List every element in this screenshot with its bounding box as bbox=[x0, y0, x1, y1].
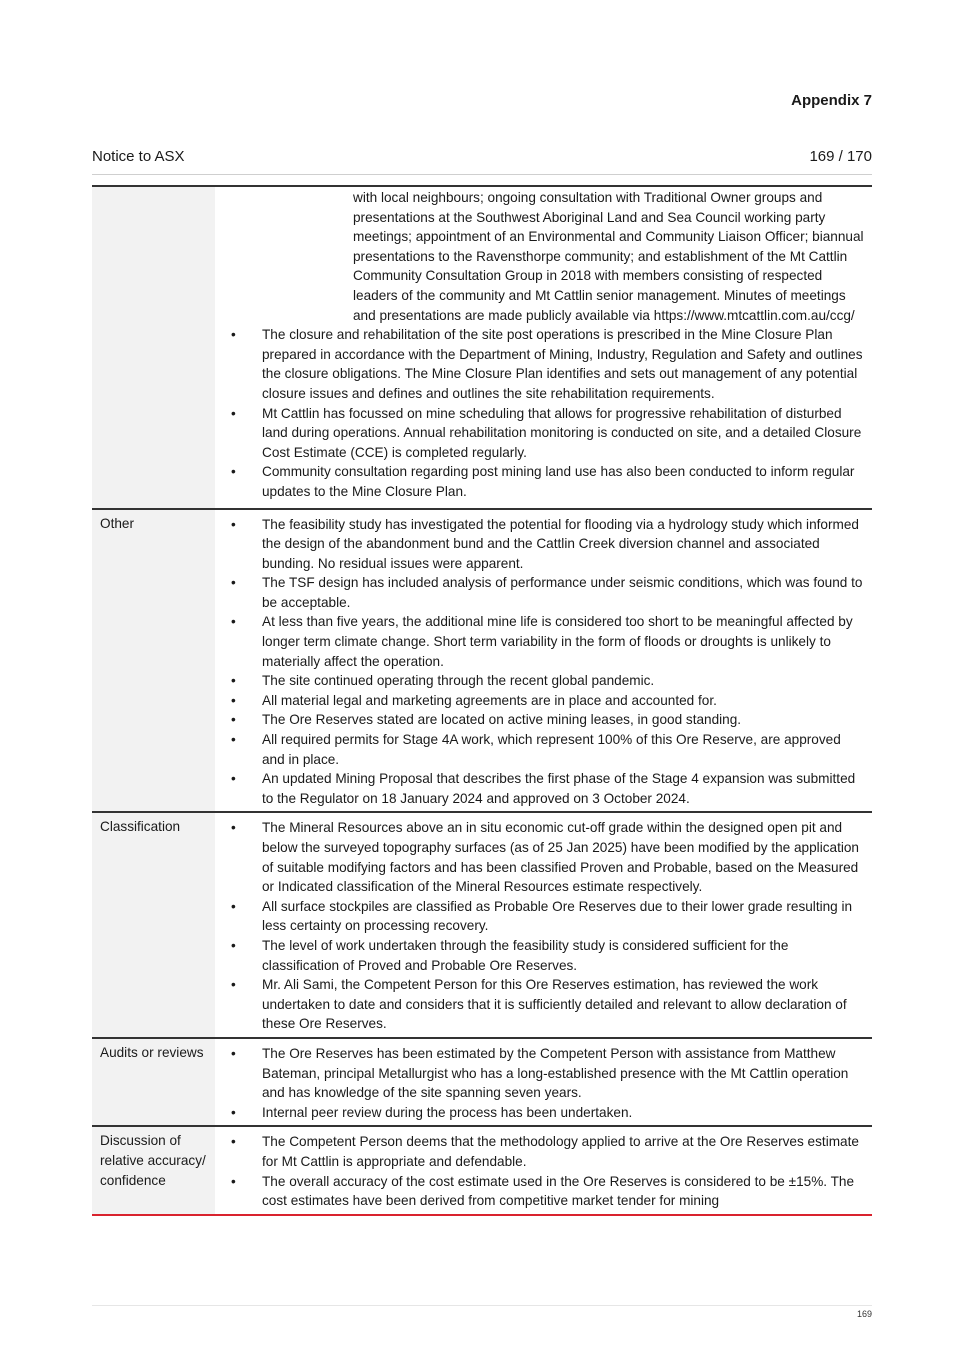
list-item: • The site continued operating through the recent global pandemic. bbox=[215, 671, 864, 691]
list-item: • All material legal and marketing agreements are in place and accounted for. bbox=[215, 691, 864, 711]
list-item: • All required permits for Stage 4A work, which represent 100% of this Ore Reserve, are approved and in place. bbox=[215, 730, 864, 769]
table-row-other bbox=[92, 510, 872, 814]
list-item: • The Ore Reserves has been estimated by the Competent Person with assistance from Matthew Bateman, principal Metallurgist who has a long-established presence with the Mt Cattlin operation and has knowledge of the site spanning seven years. bbox=[215, 1044, 864, 1103]
row-label-classification: Classification bbox=[92, 813, 215, 1037]
list-item: • Mr. Ali Sami, the Competent Person for this Ore Reserves estimation, has reviewed the work undertaken to date and considers that it is sufficiently detailed and relevant to allow declaration of these Ore Reserves. bbox=[215, 975, 864, 1034]
list-item: • The closure and rehabilitation of the site post operations is prescribed in the Mine Closure Plan prepared in accordance with the Department of Mining, Industry, Regulation and Safety and outlines the closure obligations. The Mine Closure Plan identifies and sets out management of any potential closure issues and defines and outlines the site rehabilitation requirements. bbox=[215, 325, 864, 403]
list-item: • The Competent Person deems that the methodology applied to arrive at the Ore Reserves estimate for Mt Cattlin is appropriate and defendable. bbox=[215, 1132, 864, 1171]
bullet-list bbox=[215, 515, 864, 809]
table-row-audits bbox=[92, 1039, 872, 1127]
bullet-list bbox=[215, 1044, 864, 1122]
row-content bbox=[215, 813, 872, 1037]
list-item: • At less than five years, the additional mine life is considered too short to be meaningful affected by longer term climate change. Short term variability in the form of floods or droughts is unlikely to materially affect the operation. bbox=[215, 612, 864, 671]
list-item: • The overall accuracy of the cost estimate used in the Ore Reserves is considered to be ±15%. The cost estimates have been derived from competitive market tender for mining bbox=[215, 1172, 864, 1211]
row-label-discussion: Discussion of relative accuracy/ confidence bbox=[92, 1127, 215, 1213]
table-row-classification bbox=[92, 813, 872, 1039]
list-item: • The Mineral Resources above an in situ economic cut-off grade within the designed open pit and below the surveyed topography surfaces (as of 25 Jan 2025) have been modified by the application of suitable modifying factors and has been classified Proven and Probable, based on the Measured or Indicated classification of the Mineral Resources estimate respectively. bbox=[215, 818, 864, 896]
table-row-discussion bbox=[92, 1127, 872, 1215]
row-content bbox=[215, 1039, 872, 1125]
row-content bbox=[215, 1127, 872, 1213]
table-row-continued bbox=[92, 187, 872, 510]
bullet-list bbox=[215, 1132, 864, 1210]
list-item: • All surface stockpiles are classified as Probable Ore Reserves due to their lower grade resulting in less certainty on processing recovery. bbox=[215, 897, 864, 936]
list-item: • An updated Mining Proposal that describes the first phase of the Stage 4 expansion was submitted to the Regulator on 18 January 2024 and approved on 3 October 2024. bbox=[215, 769, 864, 808]
continued-paragraph: with local neighbours; ongoing consultation with Traditional Owner groups and presentations at the Southwest Aboriginal Land and Sea Council working party meetings; appointment of an Environmental and Community Liaison Officer; biannual presentations to the Ravensthorpe community; and establishment of the Mt Cattlin Community Consultation Group in 2018 with members consisting of respected leaders of the community and Mt Cattlin senior management. Minutes of meetings and presentations are made publicly available via https://www.mtcattlin.com.au/ccg/ bbox=[353, 190, 864, 323]
list-item: • The feasibility study has investigated the potential for flooding via a hydrology study which informed the design of the abandonment bund and the Cattlin Creek diversion channel and associated bunding. No residual issues were apparent. bbox=[215, 515, 864, 574]
row-content bbox=[215, 510, 872, 812]
list-item: • Mt Cattlin has focussed on mine scheduling that allows for progressive rehabilitation of disturbed land during operations. Annual rehabilitation monitoring is conducted on site, and a detailed Closure Cost Estimate (CCE) is completed regularly. bbox=[215, 404, 864, 463]
list-item: • Community consultation regarding post mining land use has also been conducted to inform regular updates to the Mine Closure Plan. bbox=[215, 462, 864, 501]
list-item: • Internal peer review during the process has been undertaken. bbox=[215, 1103, 864, 1123]
jorc-table bbox=[92, 185, 872, 1216]
list-item: • The Ore Reserves stated are located on active mining leases, in good standing. bbox=[215, 710, 864, 730]
page-header bbox=[92, 148, 872, 165]
list-item: • The TSF design has included analysis of performance under seismic conditions, which was found to be acceptable. bbox=[215, 573, 864, 612]
row-label-audits: Audits or reviews bbox=[92, 1039, 215, 1125]
footer-divider bbox=[92, 1305, 872, 1306]
list-item: • The level of work undertaken through the feasibility study is considered sufficient for the classification of Proved and Probable Ore Reserves. bbox=[215, 936, 864, 975]
doc-title: Notice to ASX bbox=[92, 148, 185, 165]
bullet-list bbox=[215, 818, 864, 1034]
page-indicator: 169 / 170 bbox=[809, 148, 872, 165]
row-content bbox=[215, 187, 872, 508]
row-label-empty bbox=[92, 187, 215, 508]
page-number: 169 bbox=[856, 1309, 872, 1319]
bullet-list bbox=[215, 325, 864, 501]
appendix-label: Appendix 7 bbox=[791, 92, 872, 109]
header-divider bbox=[92, 174, 872, 175]
row-label-other: Other bbox=[92, 510, 215, 812]
